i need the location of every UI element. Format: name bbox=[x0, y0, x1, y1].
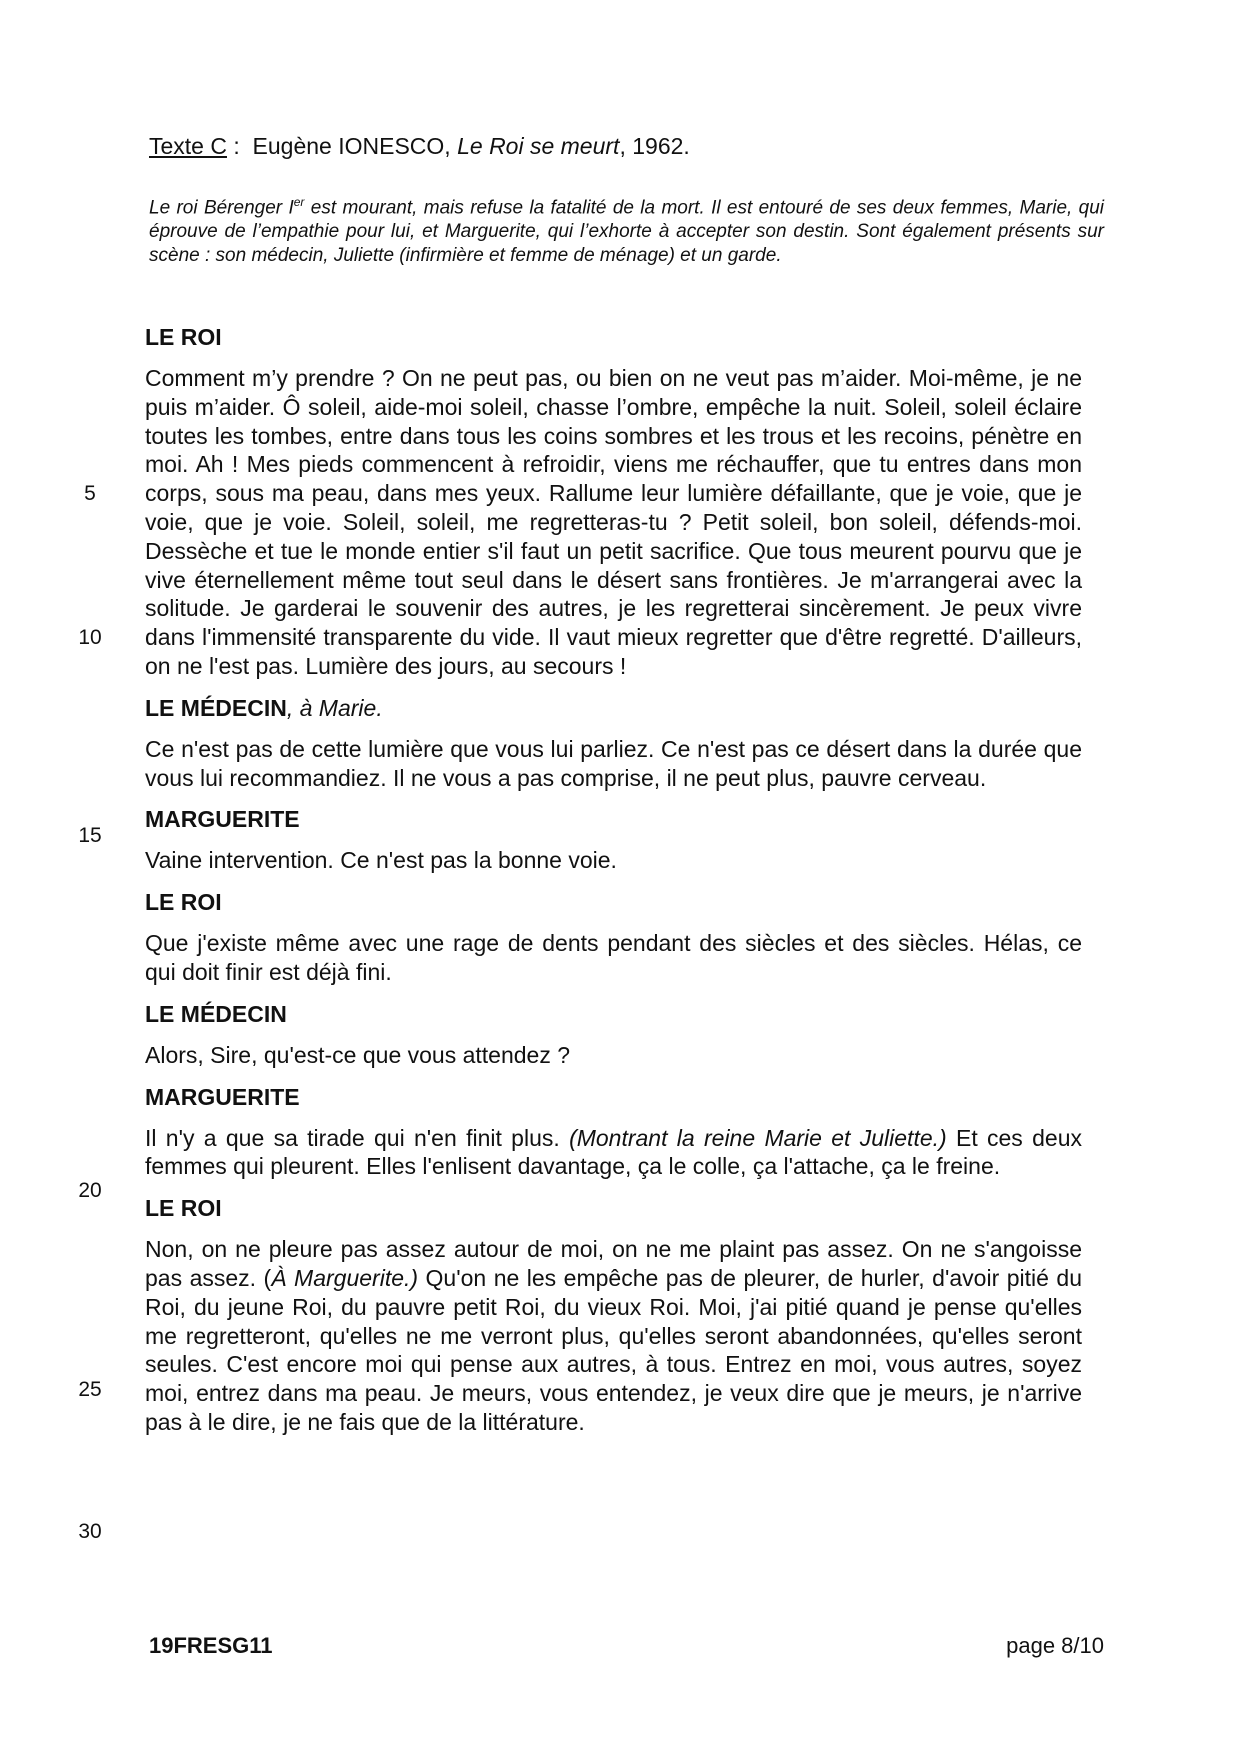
speaker-le-roi: LE ROI bbox=[145, 889, 222, 916]
speaker-le-medecin bbox=[145, 694, 1082, 722]
speech-text: Non, on ne pleure pas assez autour de moi, on ne me plaint pas assez. On ne s'angoisse pas assez. ( bbox=[145, 1236, 1082, 1291]
line-number: 25 bbox=[78, 1378, 102, 1401]
document-code: 19FRESG11 bbox=[149, 1633, 273, 1658]
speaker-le-roi: LE ROI bbox=[145, 324, 222, 350]
speech-le-roi: Que j'existe même avec une rage de dents pendant des siècles et des siècles. Hélas, ce qui doit finir est déjà fini. bbox=[145, 930, 1082, 985]
line-number: 15 bbox=[78, 824, 102, 847]
speech-text: Qu'on ne les empêche pas de pleurer, de hurler, d'avoir pitié du Roi, du jeune Roi, du pauvre petit Roi, du vieux Roi. Moi, j'ai pitié quand je pense qu'elles me regretteront, qu'elles ne me verront plus, qu'elles seront abandonnées, qu'elles seront seules. C'est encore moi qui pense aux autres, à tous. Entrez en moi, vous autres, soyez moi, entrez dans ma peau. Je meurs, vous entendez, je veux dire que je meurs, je n'arrive pas à le dire, je ne fais que de la littérature. bbox=[145, 1264, 1082, 1435]
speaker-le-medecin: LE MÉDECIN bbox=[145, 1000, 287, 1027]
intro-superscript: er bbox=[293, 195, 305, 209]
speaker-sep: , bbox=[286, 694, 300, 721]
author: Eugène IONESCO, bbox=[252, 133, 458, 159]
text-label: Texte C bbox=[149, 133, 227, 159]
text-header bbox=[149, 132, 690, 160]
stage-direction: à Marie. bbox=[299, 694, 383, 721]
line-number: 30 bbox=[78, 1520, 102, 1543]
speaker-marguerite: MARGUERITE bbox=[145, 806, 300, 833]
play-excerpt bbox=[145, 323, 1082, 1450]
year: , 1962. bbox=[619, 133, 690, 159]
speech-text: Il n'y a que sa tirade qui n'en finit plus. bbox=[145, 1124, 570, 1151]
line-number: 20 bbox=[78, 1179, 102, 1202]
line-number: 5 bbox=[84, 482, 96, 505]
speech-marguerite: Vaine intervention. Ce n'est pas la bonne voie. bbox=[145, 847, 617, 874]
intro-part1: Le roi Bérenger I bbox=[149, 197, 294, 219]
stage-direction: (Montrant la reine Marie et Juliette.) bbox=[569, 1124, 947, 1151]
speaker-marguerite: MARGUERITE bbox=[145, 1083, 300, 1110]
intro-part2: est mourant, mais refuse la fatalité de la mort. Il est entouré de ses deux femmes, Marie, qui éprouve de l’empathie pour lui, et Marguerite, qui l’exhorte à accepter son destin. Sont également présents sur scène : son médecin, Juliette (infirmière et femme de ménage) et un garde. bbox=[149, 197, 1104, 267]
speech-le-medecin: Ce n'est pas de cette lumière que vous lui parliez. Ce n'est pas ce désert dans la durée que vous lui recommandiez. Il ne vous a pas comprise, il ne peut plus, pauvre cerveau. bbox=[145, 735, 1082, 791]
stage-direction: À Marguerite.) bbox=[271, 1264, 419, 1291]
work-title: Le Roi se meurt bbox=[457, 133, 620, 159]
introduction bbox=[149, 190, 1104, 268]
speech-marguerite bbox=[145, 1124, 1082, 1182]
line-number: 10 bbox=[78, 626, 102, 649]
speaker-le-roi: LE ROI bbox=[145, 1195, 222, 1222]
speech-le-roi bbox=[145, 1235, 1082, 1437]
speaker-name: LE MÉDECIN bbox=[145, 694, 287, 721]
header-separator: : bbox=[226, 133, 253, 159]
speech-le-roi: Comment m’y prendre ? On ne peut pas, ou bien on ne veut pas m’aider. Moi-même, je ne puis m’aider. Ô soleil, aide-moi soleil, chasse l’ombre, empêche la nuit. Soleil, soleil éclaire toutes les tombes, entre dans tous les coins sombres et les trous et les recoins, pénètre en moi. Ah ! Mes pieds commencent à refroidir, viens me réchauffer, que tu entres dans mon corps, sous ma peau, dans mes yeux. Rallume leur lumière défaillante, que je voie, que je voie, que je voie. Soleil, soleil, me regretteras-tu ? Petit soleil, bon soleil, défends-moi. Dessèche et tue le monde entier s'il faut un petit sacrifice. Que tous meurent pourvu que je vive éternellement même tout seul dans le désert sans frontières. Je m'arrangerai avec la solitude. Je garderai le souvenir des autres, je les regretterai sincèrement. Je peux vivre dans l'immensité transparente du vide. Il vaut mieux regretter que d'être regretté. D'ailleurs, on ne l'est pas. Lumière des jours, au secours ! bbox=[145, 365, 1082, 679]
speech-text: Et ces deux femmes qui pleurent. Elles l'enlisent davantage, ça le colle, ça l'attache, ça le freine. bbox=[145, 1124, 1082, 1180]
speech-le-medecin: Alors, Sire, qu'est-ce que vous attendez ? bbox=[145, 1041, 571, 1068]
page-number: page 8/10 bbox=[1006, 1633, 1104, 1658]
